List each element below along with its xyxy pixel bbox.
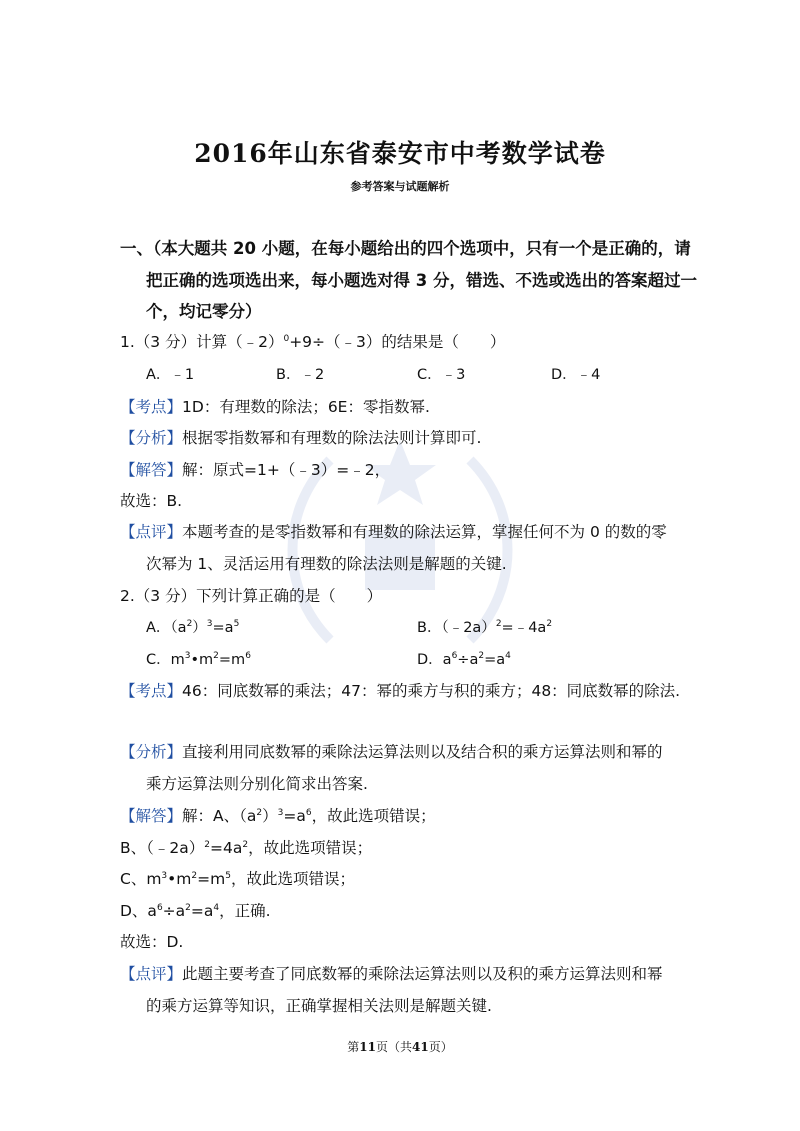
section-header-line-3: 个，均记零分）	[146, 302, 262, 321]
q2-dianping-1: 【点评】此题主要考查了同底数幂的乘除法运算法则以及积的乘方运算法则和幂	[120, 965, 663, 983]
q2-jieda-c: C、$m^3•m^2=m^5$，故此选项错误；	[120, 870, 355, 888]
q2-guxuan: 故选：D.	[120, 933, 184, 951]
kaodian-tag: 【考点】	[120, 682, 183, 700]
page-title: 2016年山东省泰安市中考数学试卷	[194, 139, 606, 168]
q2-jieda-a: 【解答】解：A、$(a^2)^3=a^6$，故此选项错误；	[120, 807, 436, 825]
q1-dianping-1: 【点评】本题考查的是零指数幂和有理数的除法运算，掌握任何不为 0 的数的零	[120, 523, 667, 541]
dianping-tag: 【点评】	[120, 965, 183, 983]
q1-option-c: C．﹣3	[417, 367, 466, 383]
page-subtitle: 参考答案与试题解析	[350, 180, 450, 193]
q2-option-a: A．$(a^2)^3=a^5$	[146, 619, 240, 636]
q1-fenxi: 【分析】根据零指数幂和有理数的除法法则计算即可.	[120, 429, 482, 447]
section-header-line-1: 一、（本大题共 20 小题，在每小题给出的四个选项中，只有一个是正确的，请	[120, 239, 691, 258]
jieda-tag: 【解答】	[120, 807, 183, 825]
q1-option-d: D．﹣4	[551, 367, 601, 383]
section-header-line-2: 把正确的选项选出来，每小题选对得 3 分，错选、不选或选出的答案超过一	[146, 271, 697, 290]
q1-option-a: A．﹣1	[146, 367, 195, 383]
page-footer: 第11页（共41页）	[347, 1040, 453, 1054]
q2-option-b: B．$(﹣2a)^2=﹣4a^2$	[417, 619, 553, 636]
q1-guxuan: 故选：B.	[120, 492, 183, 510]
q2-jieda-b: B、$(﹣2a)^2=4a^2$，故此选项错误；	[120, 839, 373, 857]
jieda-tag: 【解答】	[120, 461, 183, 479]
fenxi-tag: 【分析】	[120, 429, 183, 447]
q2-option-d: D．$a^6\div a^2=a^4$	[417, 651, 511, 668]
fenxi-tag: 【分析】	[120, 743, 183, 761]
q1-stem: 1.（3 分）计算（﹣2）$^0$+9÷（﹣3）的结果是（ ）	[120, 333, 506, 351]
q2-fenxi-1: 【分析】直接利用同底数幂的乘除法运算法则以及结合积的乘方运算法则和幂的	[120, 743, 663, 761]
q2-stem: 2.（3 分）下列计算正确的是（ ）	[120, 587, 383, 605]
q1-option-b: B．﹣2	[276, 367, 325, 383]
q1-kaodian: 【考点】1D：有理数的除法；6E：零指数幂.	[120, 398, 430, 416]
q2-kaodian: 【考点】46：同底数幂的乘法；47：幂的乘方与积的乘方；48：同底数幂的除法.	[120, 682, 681, 700]
q2-option-c: C．$m^3•m^2=m^6$	[146, 651, 251, 668]
q2-fenxi-2: 乘方运算法则分别化简求出答案.	[146, 775, 368, 793]
q1-dianping-2: 次幂为 1、灵活运用有理数的除法法则是解题的关键.	[146, 555, 507, 573]
q2-dianping-2: 的乘方运算等知识，正确掌握相关法则是解题关键.	[146, 997, 492, 1015]
q2-jieda-d: D、$a^6\div a^2=a^4$，正确.	[120, 902, 271, 920]
q1-jieda: 【解答】解：原式=1+（﹣3）=﹣2，	[120, 461, 391, 479]
dianping-tag: 【点评】	[120, 523, 183, 541]
kaodian-tag: 【考点】	[120, 398, 183, 416]
